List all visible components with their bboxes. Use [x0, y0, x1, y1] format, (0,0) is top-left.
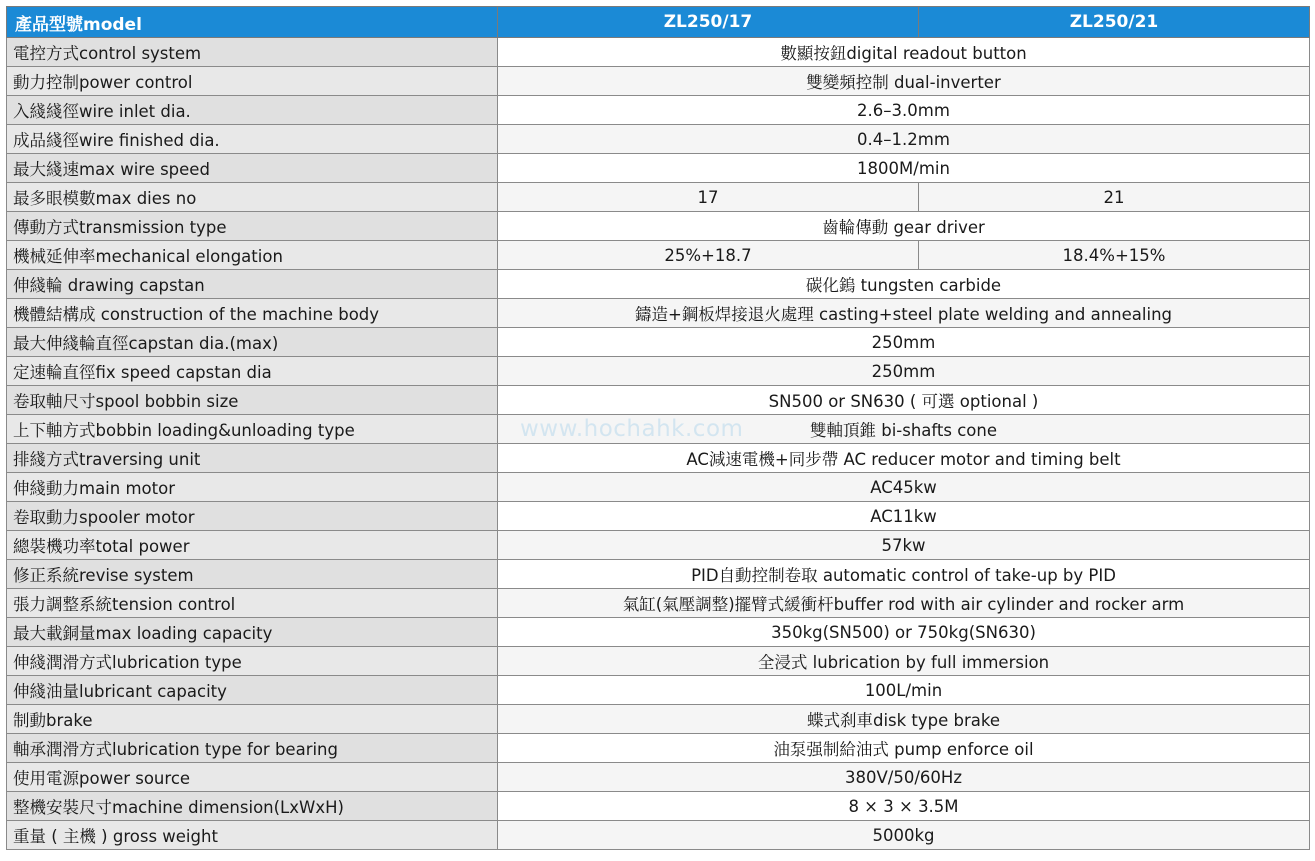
spec-value-zl250-17: 25%+18.7	[498, 241, 919, 270]
spec-label: 最大伸綫輪直徑capstan dia.(max)	[7, 328, 498, 357]
spec-label: 卷取動力spooler motor	[7, 502, 498, 531]
spec-label: 整機安裝尺寸machine dimension(LxWxH)	[7, 792, 498, 821]
spec-value: 8 × 3 × 3.5M	[498, 792, 1310, 821]
spec-value: 雙軸頂錐 bi-shafts cone	[498, 415, 1310, 444]
spec-value: 雙變頻控制 dual-inverter	[498, 67, 1310, 96]
table-row	[7, 705, 1310, 734]
table-row	[7, 502, 1310, 531]
table-row	[7, 299, 1310, 328]
spec-label: 伸綫動力main motor	[7, 473, 498, 502]
spec-label: 伸綫潤滑方式lubrication type	[7, 647, 498, 676]
table-row	[7, 328, 1310, 357]
table-row	[7, 67, 1310, 96]
spec-value: 250mm	[498, 328, 1310, 357]
spec-value: AC減速電機+同步帶 AC reducer motor and timing belt	[498, 444, 1310, 473]
spec-label: 卷取軸尺寸spool bobbin size	[7, 386, 498, 415]
spec-value: AC11kw	[498, 502, 1310, 531]
table-row	[7, 241, 1310, 270]
spec-value: 氣缸(氣壓調整)擺臂式緩衝杆buffer rod with air cylinder and rocker arm	[498, 589, 1310, 618]
spec-label: 最大綫速max wire speed	[7, 154, 498, 183]
spec-value: 1800M/min	[498, 154, 1310, 183]
spec-value: 數顯按鈕digital readout button	[498, 38, 1310, 67]
spec-label: 軸承潤滑方式lubrication type for bearing	[7, 734, 498, 763]
spec-label: 排綫方式traversing unit	[7, 444, 498, 473]
table-row	[7, 734, 1310, 763]
spec-label: 入綫綫徑wire inlet dia.	[7, 96, 498, 125]
spec-label: 機體結構成 construction of the machine body	[7, 299, 498, 328]
spec-label: 最多眼模數max dies no	[7, 183, 498, 212]
spec-label: 上下軸方式bobbin loading&unloading type	[7, 415, 498, 444]
spec-label: 總裝機功率total power	[7, 531, 498, 560]
spec-value: 2.6–3.0mm	[498, 96, 1310, 125]
spec-label: 伸綫油量lubricant capacity	[7, 676, 498, 705]
table-row	[7, 792, 1310, 821]
table-row	[7, 763, 1310, 792]
model-zl250-17-header: ZL250/17	[498, 7, 919, 38]
model-zl250-21-header: ZL250/21	[919, 7, 1310, 38]
spec-label: 成品綫徑wire finished dia.	[7, 125, 498, 154]
spec-value-zl250-17: 17	[498, 183, 919, 212]
table-row	[7, 821, 1310, 850]
model-label-header: 產品型號model	[7, 7, 498, 38]
spec-value: 蝶式刹車disk type brake	[498, 705, 1310, 734]
table-row	[7, 676, 1310, 705]
header-row	[7, 7, 1310, 38]
spec-label: 傳動方式transmission type	[7, 212, 498, 241]
table-row	[7, 270, 1310, 299]
table-row	[7, 647, 1310, 676]
table-row	[7, 125, 1310, 154]
spec-value: 250mm	[498, 357, 1310, 386]
spec-value: 100L/min	[498, 676, 1310, 705]
spec-label: 定速輪直徑fix speed capstan dia	[7, 357, 498, 386]
spec-value: 全浸式 lubrication by full immersion	[498, 647, 1310, 676]
spec-value: 齒輪傳動 gear driver	[498, 212, 1310, 241]
spec-value: PID自動控制卷取 automatic control of take-up by PID	[498, 560, 1310, 589]
spec-value: 57kw	[498, 531, 1310, 560]
spec-value-zl250-21: 21	[919, 183, 1310, 212]
spec-value: AC45kw	[498, 473, 1310, 502]
table-row	[7, 560, 1310, 589]
table-row	[7, 212, 1310, 241]
table-row	[7, 444, 1310, 473]
spec-label: 張力調整系統tension control	[7, 589, 498, 618]
table-row	[7, 183, 1310, 212]
spec-label: 機械延伸率mechanical elongation	[7, 241, 498, 270]
spec-label: 伸綫輪 drawing capstan	[7, 270, 498, 299]
spec-value: 380V/50/60Hz	[498, 763, 1310, 792]
spec-label: 重量 ( 主機 ) gross weight	[7, 821, 498, 850]
table-row	[7, 96, 1310, 125]
watermark: www.hochahk.com	[520, 416, 744, 442]
table-row	[7, 415, 1310, 444]
table-header	[7, 7, 1310, 38]
spec-label: 最大載銅量max loading capacity	[7, 618, 498, 647]
table-row	[7, 357, 1310, 386]
table-row	[7, 618, 1310, 647]
table-body	[7, 38, 1310, 850]
table-row	[7, 473, 1310, 502]
spec-value-zl250-21: 18.4%+15%	[919, 241, 1310, 270]
spec-table	[6, 6, 1310, 850]
spec-value: 油泵强制給油式 pump enforce oil	[498, 734, 1310, 763]
table-row	[7, 386, 1310, 415]
spec-value: 350kg(SN500) or 750kg(SN630)	[498, 618, 1310, 647]
spec-label: 電控方式control system	[7, 38, 498, 67]
spec-value: 5000kg	[498, 821, 1310, 850]
table-row	[7, 154, 1310, 183]
spec-label: 動力控制power control	[7, 67, 498, 96]
spec-value: 鑄造+鋼板焊接退火處理 casting+steel plate welding and annealing	[498, 299, 1310, 328]
spec-value: SN500 or SN630 ( 可選 optional )	[498, 386, 1310, 415]
spec-label: 制動brake	[7, 705, 498, 734]
spec-value: 碳化鎢 tungsten carbide	[498, 270, 1310, 299]
table-row	[7, 531, 1310, 560]
spec-label: 修正系統revise system	[7, 560, 498, 589]
spec-value: 0.4–1.2mm	[498, 125, 1310, 154]
table-row	[7, 589, 1310, 618]
spec-label: 使用電源power source	[7, 763, 498, 792]
table-row	[7, 38, 1310, 67]
